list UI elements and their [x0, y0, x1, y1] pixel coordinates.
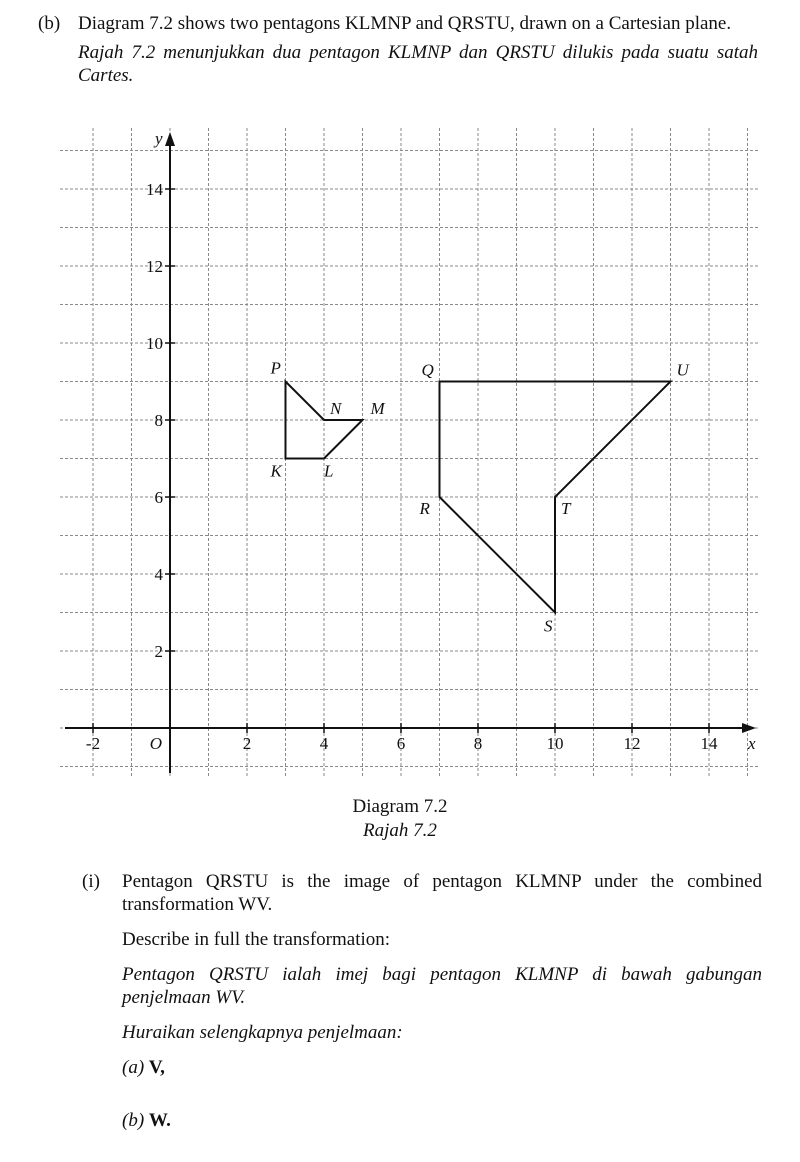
y-tick-label: 6	[154, 488, 163, 507]
y-axis-label: y	[155, 129, 163, 148]
x-tick-label: 4	[319, 734, 329, 753]
cartesian-graph	[60, 128, 760, 778]
intro-english: Diagram 7.2 shows two pentagons KLMNP and QRSTU, drawn on a Cartesian plane.	[78, 13, 732, 34]
y-tick-label: 4	[154, 565, 163, 584]
question-malay: Pentagon QRSTU ialah imej bagi pentagon KLMNP di bawah gabungan penjelmaan WV.	[122, 964, 762, 1008]
y-tick-label: 2	[154, 642, 163, 661]
x-tick-label: 6	[396, 734, 406, 753]
x-tick-label: 2	[242, 734, 252, 753]
option-b-text: W.	[148, 1110, 171, 1131]
x-tick-label: -2	[85, 734, 101, 753]
axes	[65, 132, 756, 773]
instruction-english: Describe in full the transformation:	[122, 929, 391, 950]
x-axis-arrow	[742, 723, 756, 733]
y-tick-label: 14	[146, 180, 163, 199]
x-tick-label: 10	[546, 734, 564, 753]
diagram-caption-malay: Rajah 7.2	[363, 820, 437, 841]
vertex-label-t: T	[561, 499, 571, 518]
diagram-caption-english: Diagram 7.2	[352, 796, 448, 817]
y-tick-label: 12	[146, 257, 163, 276]
y-tick-label: 8	[154, 411, 163, 430]
part-label: (b)	[38, 13, 61, 34]
vertex-label-r: R	[419, 499, 430, 518]
question-number: (i)	[82, 871, 100, 892]
question-english: Pentagon QRSTU is the image of pentagon KLMNP under the combined transformation WV.	[122, 871, 762, 915]
option-b	[122, 1109, 762, 1132]
x-tick-label: 8	[473, 734, 483, 753]
option-b-label: (b)	[122, 1110, 145, 1131]
instruction-malay: Huraikan selengkapnya penjelmaan:	[122, 1022, 403, 1043]
vertex-label-s: S	[544, 616, 553, 636]
intro-malay: Rajah 7.2 menunjukkan dua pentagon KLMNP dan QRSTU dilukis pada suatu satah Cartes.	[78, 42, 758, 86]
option-a-label: (a)	[122, 1057, 145, 1078]
tick-labels	[86, 129, 756, 753]
option-a-text: V,	[148, 1057, 165, 1078]
x-tick-label: 14	[700, 734, 718, 753]
x-axis-label: x	[748, 734, 756, 753]
vertex-label-p: P	[270, 358, 281, 378]
vertex-label-n: N	[330, 399, 342, 418]
vertex-label-q: Q	[421, 360, 434, 380]
vertex-label-u: U	[676, 360, 689, 380]
y-axis-arrow	[165, 132, 175, 146]
x-tick-label: 12	[623, 734, 641, 753]
question-intro	[38, 12, 758, 87]
option-a	[122, 1056, 762, 1079]
grid-lines	[60, 128, 760, 778]
vertex-label-l: L	[324, 461, 334, 481]
vertex-label-k: K	[270, 461, 282, 481]
vertex-label-m: M	[370, 399, 385, 418]
origin-label: O	[149, 734, 162, 753]
question-part-i	[82, 870, 762, 1162]
y-tick-label: 10	[146, 334, 163, 353]
